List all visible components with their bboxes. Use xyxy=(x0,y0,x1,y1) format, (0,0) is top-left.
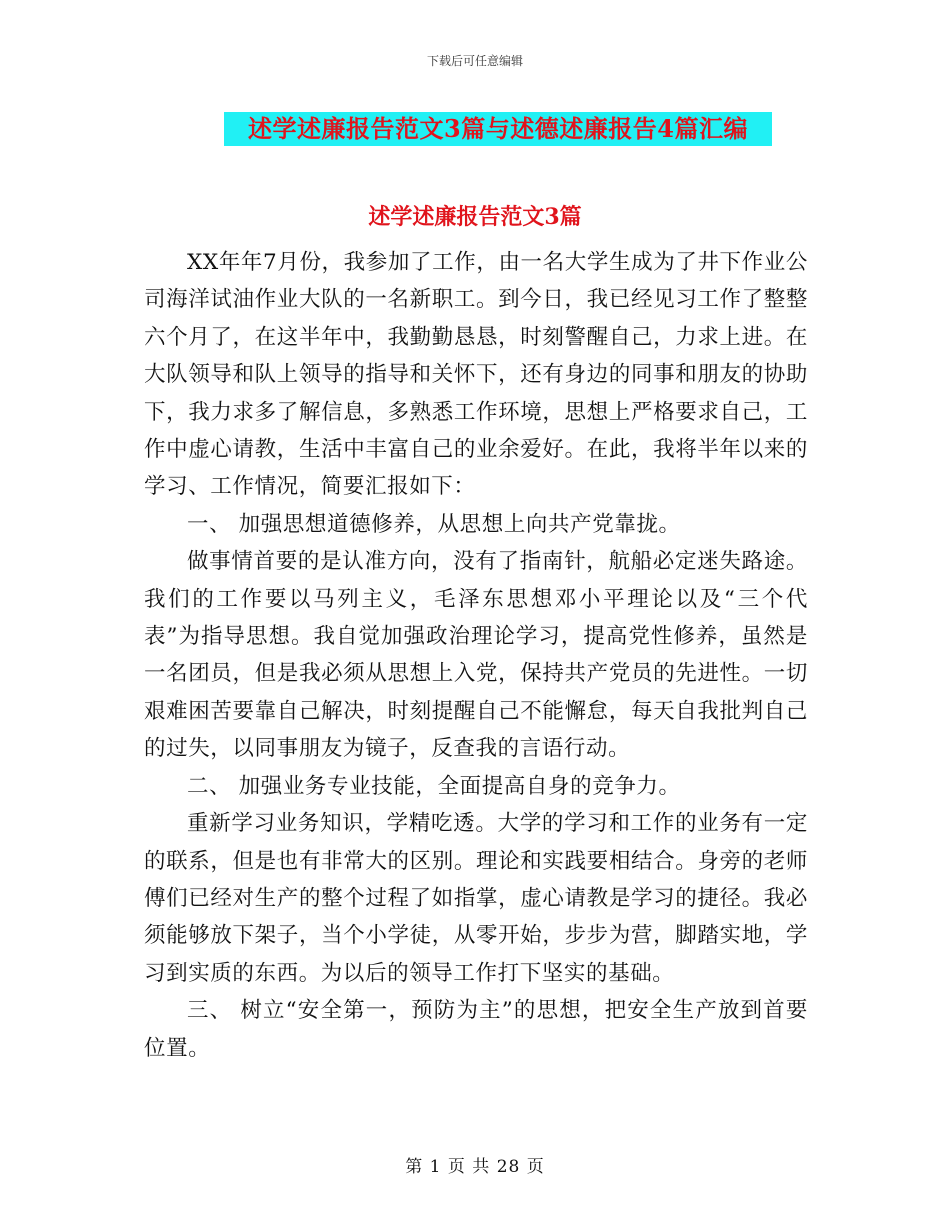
body-text xyxy=(144,244,808,1067)
document-title: 述学述廉报告范文3篇与述德述廉报告4篇汇编 xyxy=(224,112,772,146)
paragraph-heading-1: 一、 加强思想道德修养，从思想上向共产党靠拢。 xyxy=(187,511,681,537)
page-footer: 第 1 页 共 28 页 xyxy=(405,1157,545,1177)
header-note: 下载后可任意编辑 xyxy=(426,54,523,68)
paragraph-body-2: 重新学习业务知识，学精吃透。大学的学习和工作的业务有一定的联系，但是也有非常大的区别。理论和实践要相结合。身旁的老师傅们已经对生产的整个过程了如指掌，虚心请教是学习的捷径。我必须能够放下架子，当个小学徒，从零开始，步步为营，脚踏实地，学习到实质的东西。为以后的领导工作打下坚实的基础。 xyxy=(144,811,808,986)
paragraph-heading-2: 二、 加强业务专业技能，全面提高自身的竞争力。 xyxy=(187,773,681,799)
section-title: 述学述廉报告范文3篇 xyxy=(368,204,582,230)
paragraph-intro: XX年年7月份，我参加了工作，由一名大学生成为了井下作业公司海洋试油作业大队的一名新职工。到今日，我已经见习工作了整整六个月了，在这半年中，我勤勤恳恳，时刻警醒自己，力求上进。在大队领导和队上领导的指导和关怀下，还有身边的同事和朋友的协助下，我力求多了解信息，多熟悉工作环境，思想上严格要求自己，工作中虚心请教，生活中丰富自己的业余爱好。在此，我将半年以来的学习、工作情况，简要汇报如下： xyxy=(144,250,808,500)
paragraph-heading-3: 三、 树立“安全第一，预防为主”的思想，把安全生产放到首要位置。 xyxy=(144,998,808,1061)
paragraph-body-1: 做事情首要的是认准方向，没有了指南针，航船必定迷失路途。我们的工作要以马列主义，毛泽东思想邓小平理论以及“三个代表”为指导思想。我自觉加强政治理论学习，提高党性修养，虽然是一名团员，但是我必须从思想上入党，保持共产党员的先进性。一切艰难困苦要靠自己解决，时刻提醒自己不能懈怠，每天自我批判自己的过失，以同事朋友为镜子，反查我的言语行动。 xyxy=(144,549,808,762)
